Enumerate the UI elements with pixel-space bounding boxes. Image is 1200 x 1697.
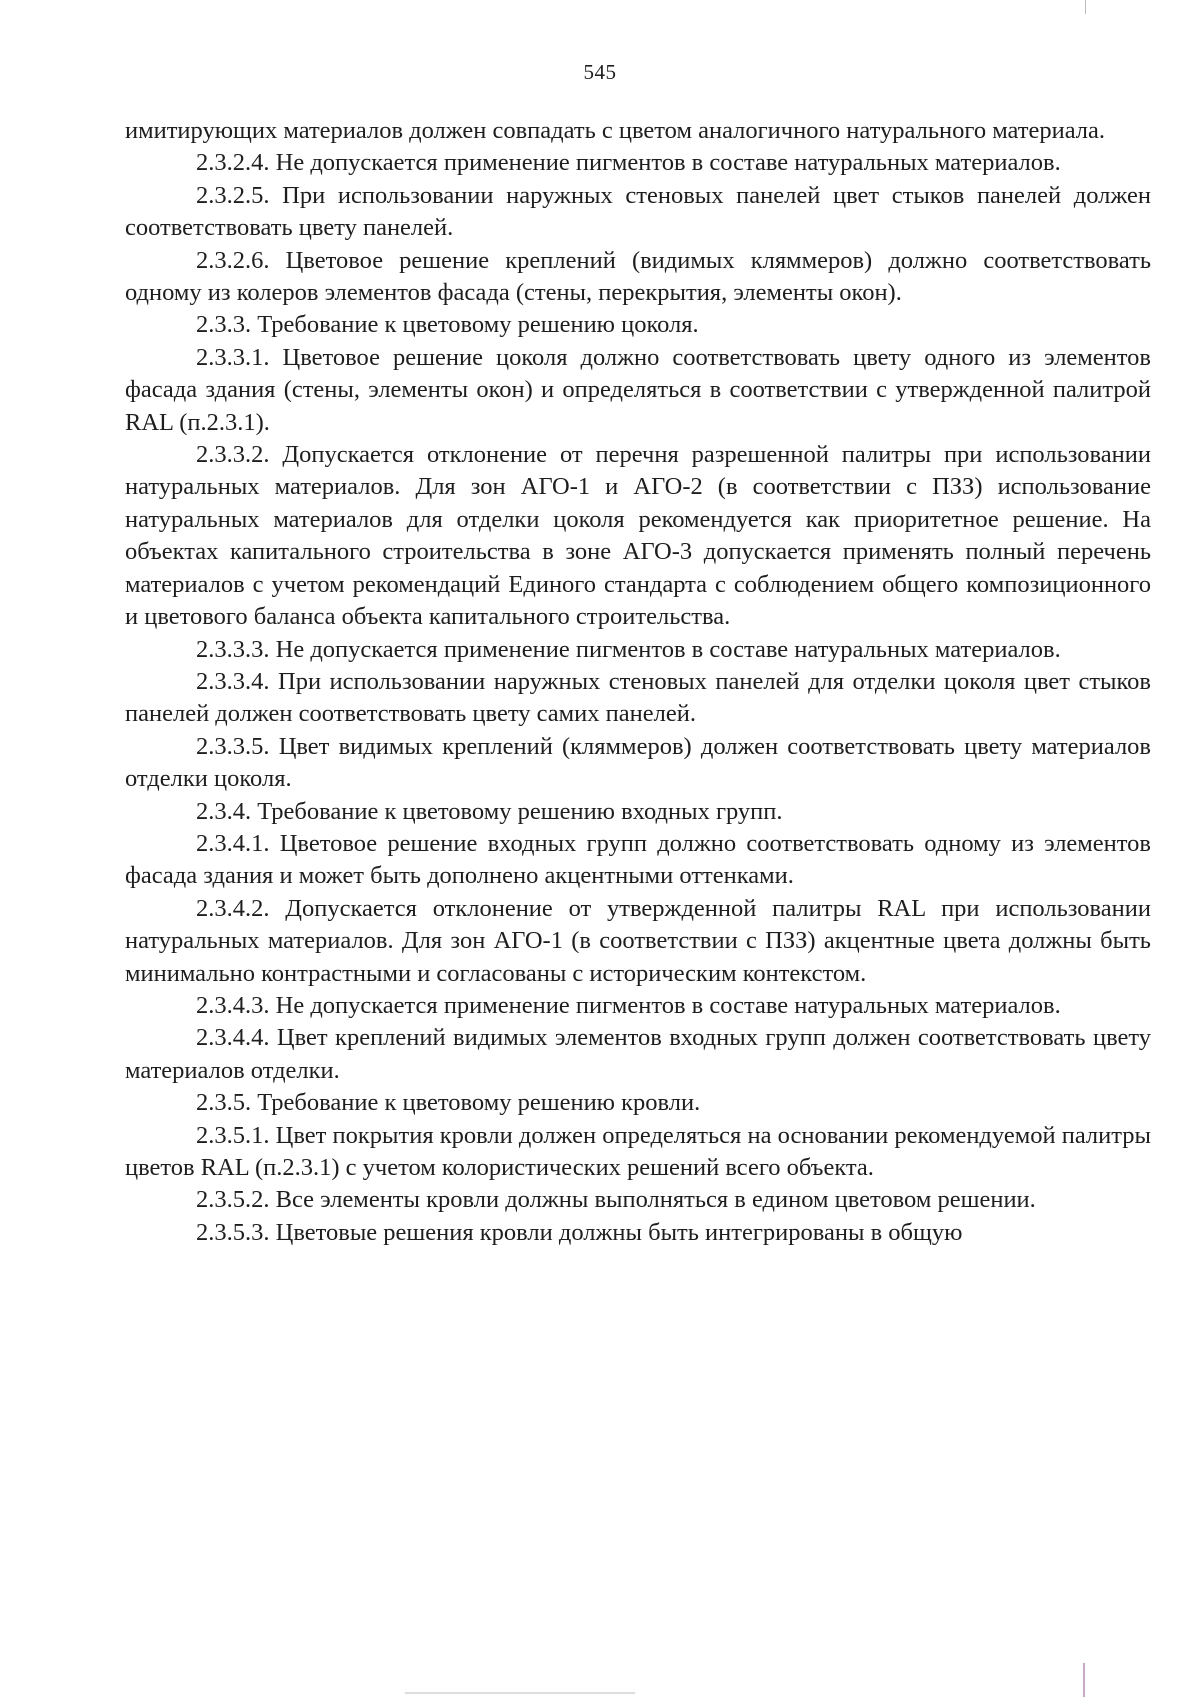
paragraph-2-3-5-3: 2.3.5.3. Цветовые решения кровли должны быть интегрированы в общую xyxy=(196,1218,963,1246)
section-heading-2-3-5: 2.3.5. Требование к цветовому решению кровли. xyxy=(196,1089,701,1117)
paragraph-2-3-3-3: 2.3.3.3. Не допускается применение пигментов в составе натуральных материалов. xyxy=(196,635,1061,663)
paragraph-2-3-5-1: 2.3.5.1. Цвет покрытия кровли должен определяться на основании рекомендуемой палитры цветов RAL (п.2.3.1) с учетом колористических решений всего объекта. xyxy=(125,1121,1151,1181)
paragraph-2-3-5-2: 2.3.5.2. Все элементы кровли должны выполняться в едином цветовом решении. xyxy=(196,1186,1036,1214)
paragraph-2-3-4-4: 2.3.4.4. Цвет креплений видимых элементов входных групп должен соответствовать цвету материалов отделки. xyxy=(125,1024,1151,1084)
paragraph-2-3-3-4: 2.3.3.4. При использовании наружных стеновых панелей для отделки цоколя цвет стыков панелей должен соответствовать цвету самих панелей. xyxy=(125,667,1151,728)
scan-mark-bottom-right xyxy=(1083,1663,1085,1697)
paragraph-2-3-2-4: 2.3.2.4. Не допускается применение пигментов в составе натуральных материалов. xyxy=(196,149,1061,177)
document-body xyxy=(125,115,1151,1249)
paragraph-2-3-4-1: 2.3.4.1. Цветовое решение входных групп должно соответствовать одному из элементов фасада здания и может быть дополнено акцентными оттенками. xyxy=(125,829,1151,890)
paragraph-2-3-2-5: 2.3.2.5. При использовании наружных стеновых панелей цвет стыков панелей должен соответствовать цвету панелей. xyxy=(125,181,1151,242)
paragraph-2-3-2-6: 2.3.2.6. Цветовое решение креплений (видимых кляммеров) должно соответствовать одному из колеров элементов фасада (стены, перекрытия, элементы окон). xyxy=(125,246,1151,307)
section-heading-2-3-3: 2.3.3. Требование к цветовому решению цоколя. xyxy=(196,311,699,339)
paragraph-continuation: имитирующих материалов должен совпадать с цветом аналогичного натурального материала. xyxy=(125,117,1106,144)
paragraph-2-3-3-1: 2.3.3.1. Цветовое решение цоколя должно соответствовать цвету одного из элементов фасада здания (стены, элементы окон) и определяться в соответствии с утвержденной палитрой RAL (п.2.3.1). xyxy=(125,343,1151,436)
paragraph-2-3-3-5: 2.3.3.5. Цвет видимых креплений (кляммеров) должен соответствовать цвету материалов отделки цоколя. xyxy=(125,732,1151,793)
scan-mark-top-right xyxy=(1085,0,1086,14)
paragraph-2-3-3-2: 2.3.3.2. Допускается отклонение от перечня разрешенной палитры при использовании натуральных материалов. Для зон АГО-1 и АГО-2 (в соответствии с ПЗЗ) использование натуральных материалов для отделки цоколя рекомендуется как приоритетное решение. На объектах капитального строительства в зоне АГО-3 допускается применять полный перечень материалов с учетом рекомендаций Единого стандарта с соблюдением общего композиционного и цветового баланса объекта капитального строительства. xyxy=(125,441,1151,631)
page-number: 545 xyxy=(583,60,617,84)
scan-mark-bottom xyxy=(405,1692,635,1694)
section-heading-2-3-4: 2.3.4. Требование к цветовому решению входных групп. xyxy=(196,797,783,825)
paragraph-2-3-4-2: 2.3.4.2. Допускается отклонение от утвержденной палитры RAL при использовании натуральных материалов. Для зон АГО-1 (в соответствии с ПЗЗ) акцентные цвета должны быть минимально контрастными и согласованы с историческим контекстом. xyxy=(125,894,1151,987)
paragraph-2-3-4-3: 2.3.4.3. Не допускается применение пигментов в составе натуральных материалов. xyxy=(196,991,1061,1019)
